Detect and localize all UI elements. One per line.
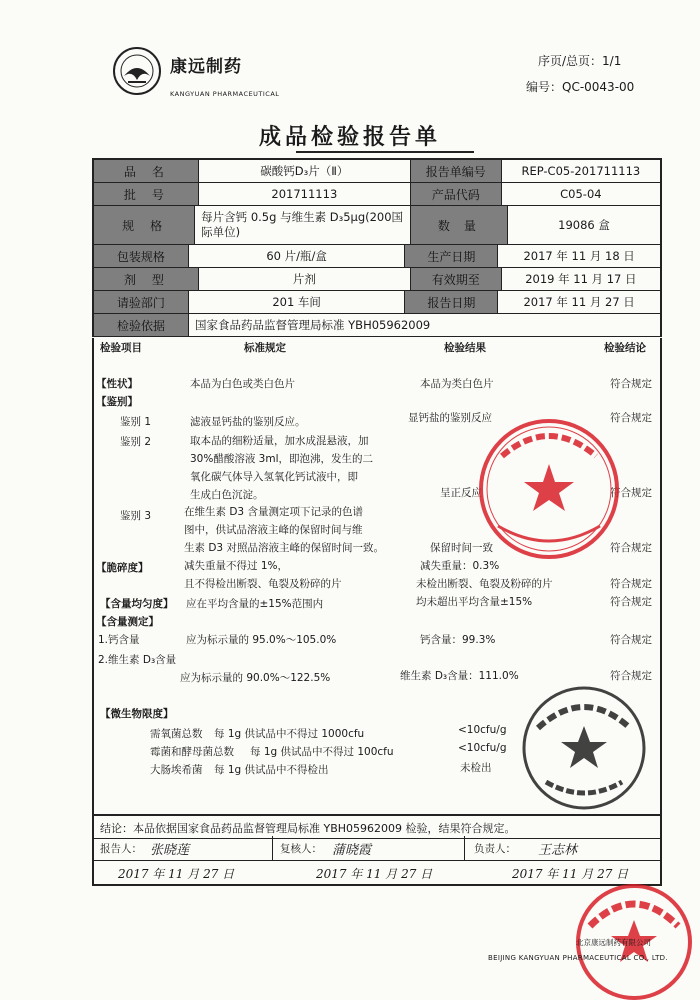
spec-value: 每片含钙 0.5g 与维生素 D₃5μg(200国际单位)	[195, 206, 411, 244]
company-name: 康远制药	[170, 57, 242, 77]
qty-value: 19086 盒	[558, 218, 610, 232]
res-id2: 呈正反应	[440, 487, 482, 499]
std-id2-l1: 取本品的细粉适量，加水成混悬液，加	[190, 435, 369, 447]
header-row	[94, 291, 660, 314]
item-calcium: 1.钙含量	[98, 634, 140, 646]
std-id2-l3: 氧化碳气体导入氢氧化钙试液中，即	[190, 471, 358, 483]
report-date-label: 报告日期	[405, 291, 498, 313]
micro-ecoli-std: 每 1g 供试品中不得检出	[214, 764, 329, 776]
item-uniformity: 【含量均匀度】	[100, 598, 174, 610]
header-row	[94, 245, 660, 268]
section-microbial: 【微生物限度】	[100, 708, 174, 720]
res-friability-l2: 未检出断裂、龟裂及粉碎的片	[416, 578, 553, 590]
res-id1: 显钙盐的鉴别反应	[408, 412, 492, 424]
std-friability-l2: 且不得检出断裂、龟裂及粉碎的片	[184, 578, 342, 590]
dept-label: 请验部门	[94, 291, 189, 313]
concl-id1: 符合规定	[610, 412, 652, 424]
concl-id3: 符合规定	[610, 542, 652, 554]
report-no-value: REP-C05-201711113	[521, 164, 641, 178]
exp-label: 有效期至	[411, 268, 502, 290]
res-vitd3: 维生素 D₃含量：111.0%	[400, 670, 519, 682]
owner-signature: 王志林	[538, 843, 578, 858]
qty-label: 数量	[411, 206, 508, 244]
header-row	[94, 183, 660, 206]
micro-mold-name: 霉菌和酵母菌总数	[150, 746, 234, 758]
owner-label: 负责人：	[474, 843, 516, 855]
res-calcium: 钙含量：99.3%	[420, 634, 496, 646]
pack-value: 60 片/瓶/盒	[189, 245, 406, 267]
concl-id2: 符合规定	[610, 487, 652, 499]
col-header-conclusion: 检验结论	[604, 342, 646, 354]
owner-date: 2017 年 11 月 27 日	[512, 867, 629, 881]
std-uniformity: 应在平均含量的±15%范围内	[186, 598, 324, 610]
report-title: 成品检验报告单	[258, 125, 441, 150]
concl-calcium: 符合规定	[610, 634, 652, 646]
res-appearance: 本品为类白色片	[420, 378, 494, 390]
report-no-label: 报告单编号	[411, 160, 502, 182]
micro-aerobic-name: 需氧菌总数	[150, 728, 203, 740]
divider	[94, 860, 660, 861]
reviewer-signature: 蒲晓霞	[332, 843, 372, 858]
exp-value: 2019 年 11 月 17 日	[525, 272, 637, 286]
footer-company-en: BEIJING KANGYUAN PHARMACEUTICAL CO., LTD.	[488, 954, 668, 962]
micro-mold-std: 每 1g 供试品中不得过 100cfu	[250, 746, 394, 758]
item-id1: 鉴别 1	[120, 416, 152, 428]
form-label: 剂型	[94, 268, 199, 290]
item-vitd3: 2.维生素 D₃含量	[98, 654, 177, 666]
item-id3: 鉴别 3	[120, 510, 152, 522]
micro-mold-res: <10cfu/g	[458, 742, 507, 754]
concl-appearance: 符合规定	[610, 378, 652, 390]
reporter-date: 2017 年 11 月 27 日	[118, 867, 235, 881]
item-appearance: 【性状】	[96, 378, 138, 390]
micro-ecoli-name: 大肠埃希菌	[150, 764, 203, 776]
basis-label: 检验依据	[94, 314, 189, 336]
spec-label: 规格	[94, 206, 195, 244]
item-id2: 鉴别 2	[120, 436, 152, 448]
conclusion-text: 结论：本品依据国家食品药品监督管理局标准 YBH05962009 检验，结果符合规定。	[100, 822, 516, 835]
report-date-value: 2017 年 11 月 27 日	[523, 295, 635, 309]
product-label: 品名	[94, 160, 199, 182]
std-appearance: 本品为白色或类白色片	[190, 378, 295, 390]
std-id1: 滤液显钙盐的鉴别反应。	[190, 416, 306, 428]
std-id3-l3: 生素 D3 对照品溶液主峰的保留时间一致。	[184, 542, 384, 554]
section-assay: 【含量测定】	[96, 616, 159, 628]
reporter-label: 报告人：	[100, 843, 142, 855]
title-underline	[296, 151, 474, 153]
std-id3-l1: 在维生素 D3 含量测定项下记录的色谱	[184, 506, 363, 518]
divider	[464, 836, 465, 860]
qc-seal-stamp	[520, 684, 648, 812]
std-id2-l2: 30%醋酸溶液 3ml，即泡沸，发生的二	[190, 453, 374, 465]
pack-label: 包装规格	[94, 245, 189, 267]
header-row	[94, 206, 660, 245]
batch-label: 批号	[94, 183, 199, 205]
product-value: 碳酸钙D₃片（Ⅱ）	[199, 160, 411, 182]
code-value: C05-04	[560, 187, 602, 201]
dept-value: 201 车间	[189, 291, 406, 313]
std-id3-l2: 图中，供试品溶液主峰的保留时间与维	[184, 524, 363, 536]
red-seal-stamp	[476, 416, 622, 562]
code-label: 产品代码	[411, 183, 502, 205]
header-row	[94, 268, 660, 291]
mfg-label: 生产日期	[405, 245, 498, 267]
company-english-name: KANGYUAN PHARMACEUTICAL	[170, 90, 280, 98]
res-friability-l1: 减失重量：0.3%	[420, 560, 500, 572]
mfg-value: 2017 年 11 月 18 日	[523, 249, 635, 263]
item-friability: 【脆碎度】	[96, 562, 149, 574]
document-number: 编号：QC-0043-00	[526, 80, 635, 94]
footer-company-cn: 北京康远制药有限公司	[576, 938, 651, 947]
std-id2-l4: 生成白色沉淀。	[190, 489, 264, 501]
col-header-item: 检验项目	[100, 342, 142, 354]
header-row	[94, 160, 660, 183]
col-header-result: 检验结果	[444, 342, 486, 354]
header-table	[92, 158, 662, 337]
concl-uniformity: 符合规定	[610, 596, 652, 608]
page-info: 序页/总页：1/1	[538, 54, 622, 68]
std-calcium: 应为标示量的 95.0%～105.0%	[186, 634, 337, 646]
form-value: 片剂	[199, 268, 411, 290]
divider	[272, 836, 273, 860]
concl-friability: 符合规定	[610, 578, 652, 590]
res-id3: 保留时间一致	[430, 542, 493, 554]
header-row	[94, 314, 660, 337]
reviewer-date: 2017 年 11 月 27 日	[316, 867, 433, 881]
batch-value: 201711113	[199, 183, 411, 205]
section-identification: 【鉴别】	[96, 396, 138, 408]
col-header-standard: 标准规定	[244, 342, 286, 354]
std-vitd3: 应为标示量的 90.0%～122.5%	[180, 672, 331, 684]
concl-vitd3: 符合规定	[610, 670, 652, 682]
company-logo-icon	[112, 46, 162, 96]
micro-ecoli-res: 未检出	[460, 762, 492, 774]
micro-aerobic-res: <10cfu/g	[458, 724, 507, 736]
basis-value: 国家食品药品监督管理局标准 YBH05962009	[195, 318, 431, 332]
reporter-signature: 张晓莲	[150, 843, 190, 858]
micro-aerobic-std: 每 1g 供试品中不得过 1000cfu	[214, 728, 365, 740]
res-uniformity: 均未超出平均含量±15%	[416, 596, 533, 608]
std-friability-l1: 减失重量不得过 1%，	[184, 560, 288, 572]
reviewer-label: 复核人：	[280, 843, 322, 855]
